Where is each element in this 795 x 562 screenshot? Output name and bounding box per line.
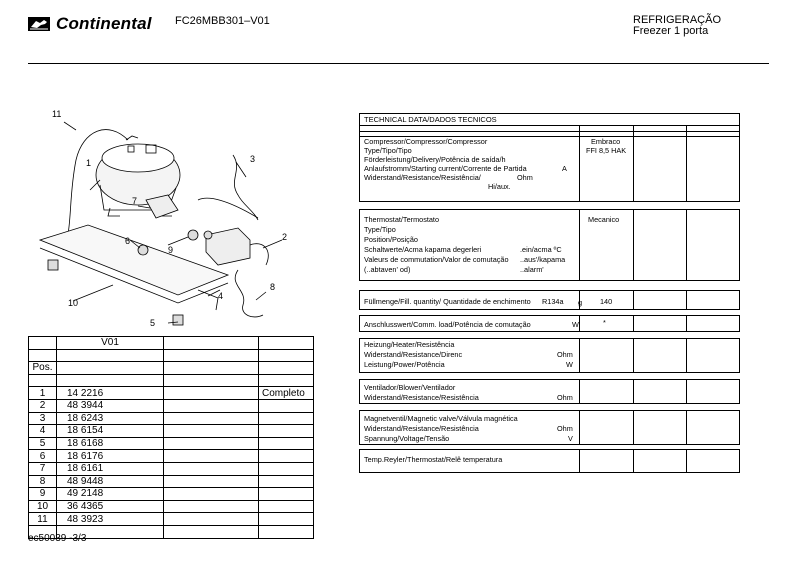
compressor-brand: Embraco <box>591 137 621 146</box>
table-row: 8 48 9448 <box>29 475 314 488</box>
document-code: ec50039 -3/3 <box>28 533 87 544</box>
callout-3: 3 <box>250 154 256 164</box>
table-row: 10 36 4365 <box>29 500 314 513</box>
model-number: FC26MBB301–V01 <box>175 15 270 27</box>
brand-name: Continental <box>56 14 152 33</box>
table-row: 1 14 2216 Completo <box>29 387 314 400</box>
compressor-model: FFI 8,5 HAK <box>586 146 627 155</box>
load-section: Anschlusswert/Comm. load/Potência de comutação W * <box>359 315 740 332</box>
heater-section: Heizung/Heater/Resistência Widerstand/Resistance/Direnc Leistung/Power/Potência Ohm W <box>359 338 740 373</box>
callout-7: 7 <box>132 196 138 206</box>
callout-9: 9 <box>168 245 174 255</box>
valve-section: Magnetventil/Magnetic valve/Válvula magnética Widerstand/Resistance/Resistência Spannung/Voltage/Tensão Ohm V <box>359 410 740 445</box>
fill-section: Füllmenge/Fill. quantity/ Quantidade de enchimento R134a g 140 <box>359 290 740 310</box>
parts-table <box>28 336 314 539</box>
table-header-row <box>29 337 314 350</box>
exploded-parts-diagram <box>28 100 318 335</box>
callout-6: 6 <box>125 236 131 246</box>
table-row: 7 18 6161 <box>29 462 314 475</box>
callout-2: 2 <box>282 232 288 242</box>
callout-1: 1 <box>86 158 92 168</box>
callout-10: 10 <box>68 298 79 308</box>
category-line-1: REFRIGERAÇÃO <box>633 14 722 26</box>
temp-relay-section: Temp.Reyler/Thermostat/Relê temperatura <box>359 449 740 473</box>
header-divider <box>28 63 769 64</box>
version-header: V01 <box>57 337 164 350</box>
product-category <box>633 15 721 37</box>
fan-section: Ventilador/Blower/Ventilador Widerstand/Resistance/Resistência Ohm <box>359 379 740 404</box>
table-row: 3 18 6243 <box>29 412 314 425</box>
table-row: 4 18 6154 <box>29 425 314 438</box>
tech-title: TECHNICAL DATA/DADOS TECNICOS <box>364 115 497 124</box>
table-row: 6 18 6176 <box>29 450 314 463</box>
category-line-2: Freezer 1 porta <box>633 25 709 37</box>
thermostat-type: Mecanico <box>588 215 620 224</box>
continental-horse-icon <box>28 17 50 31</box>
table-row: 11 48 3923 <box>29 513 314 526</box>
fill-quantity: 140 <box>600 297 613 306</box>
callout-11: 11 <box>52 109 62 119</box>
callout-8: 8 <box>270 282 276 292</box>
pos-header: Pos. <box>29 362 57 375</box>
brand-logo <box>28 14 152 34</box>
thermostat-section: Thermostat/Termostato Type/Tipo Position/Posição Schaltwerte/Acma kapama degerleri Valeurs de commutation/Valor de comutação (..abtaven' od) .ein/acma ºC ..aus'/kapama ..alarm' Mecanico <box>359 209 740 281</box>
table-row: 5 18 6168 <box>29 437 314 450</box>
callout-5: 5 <box>150 318 156 328</box>
compressor-section: Compressor/Compressor/Compressor Type/Tipo/Tipo Förderleistung/Delivery/Potência de saída/h Anlaufstromm/Starting current/Corrente de Partida Widerstand/Resistance/Resistência/ A Ohm Hi/aux. Embraco FFI 8,5 HAK <box>359 137 740 202</box>
table-row: 9 49 2148 <box>29 488 314 501</box>
tech-title-box <box>359 113 740 137</box>
callout-4: 4 <box>218 291 224 301</box>
table-row: 2 48 3944 <box>29 399 314 412</box>
